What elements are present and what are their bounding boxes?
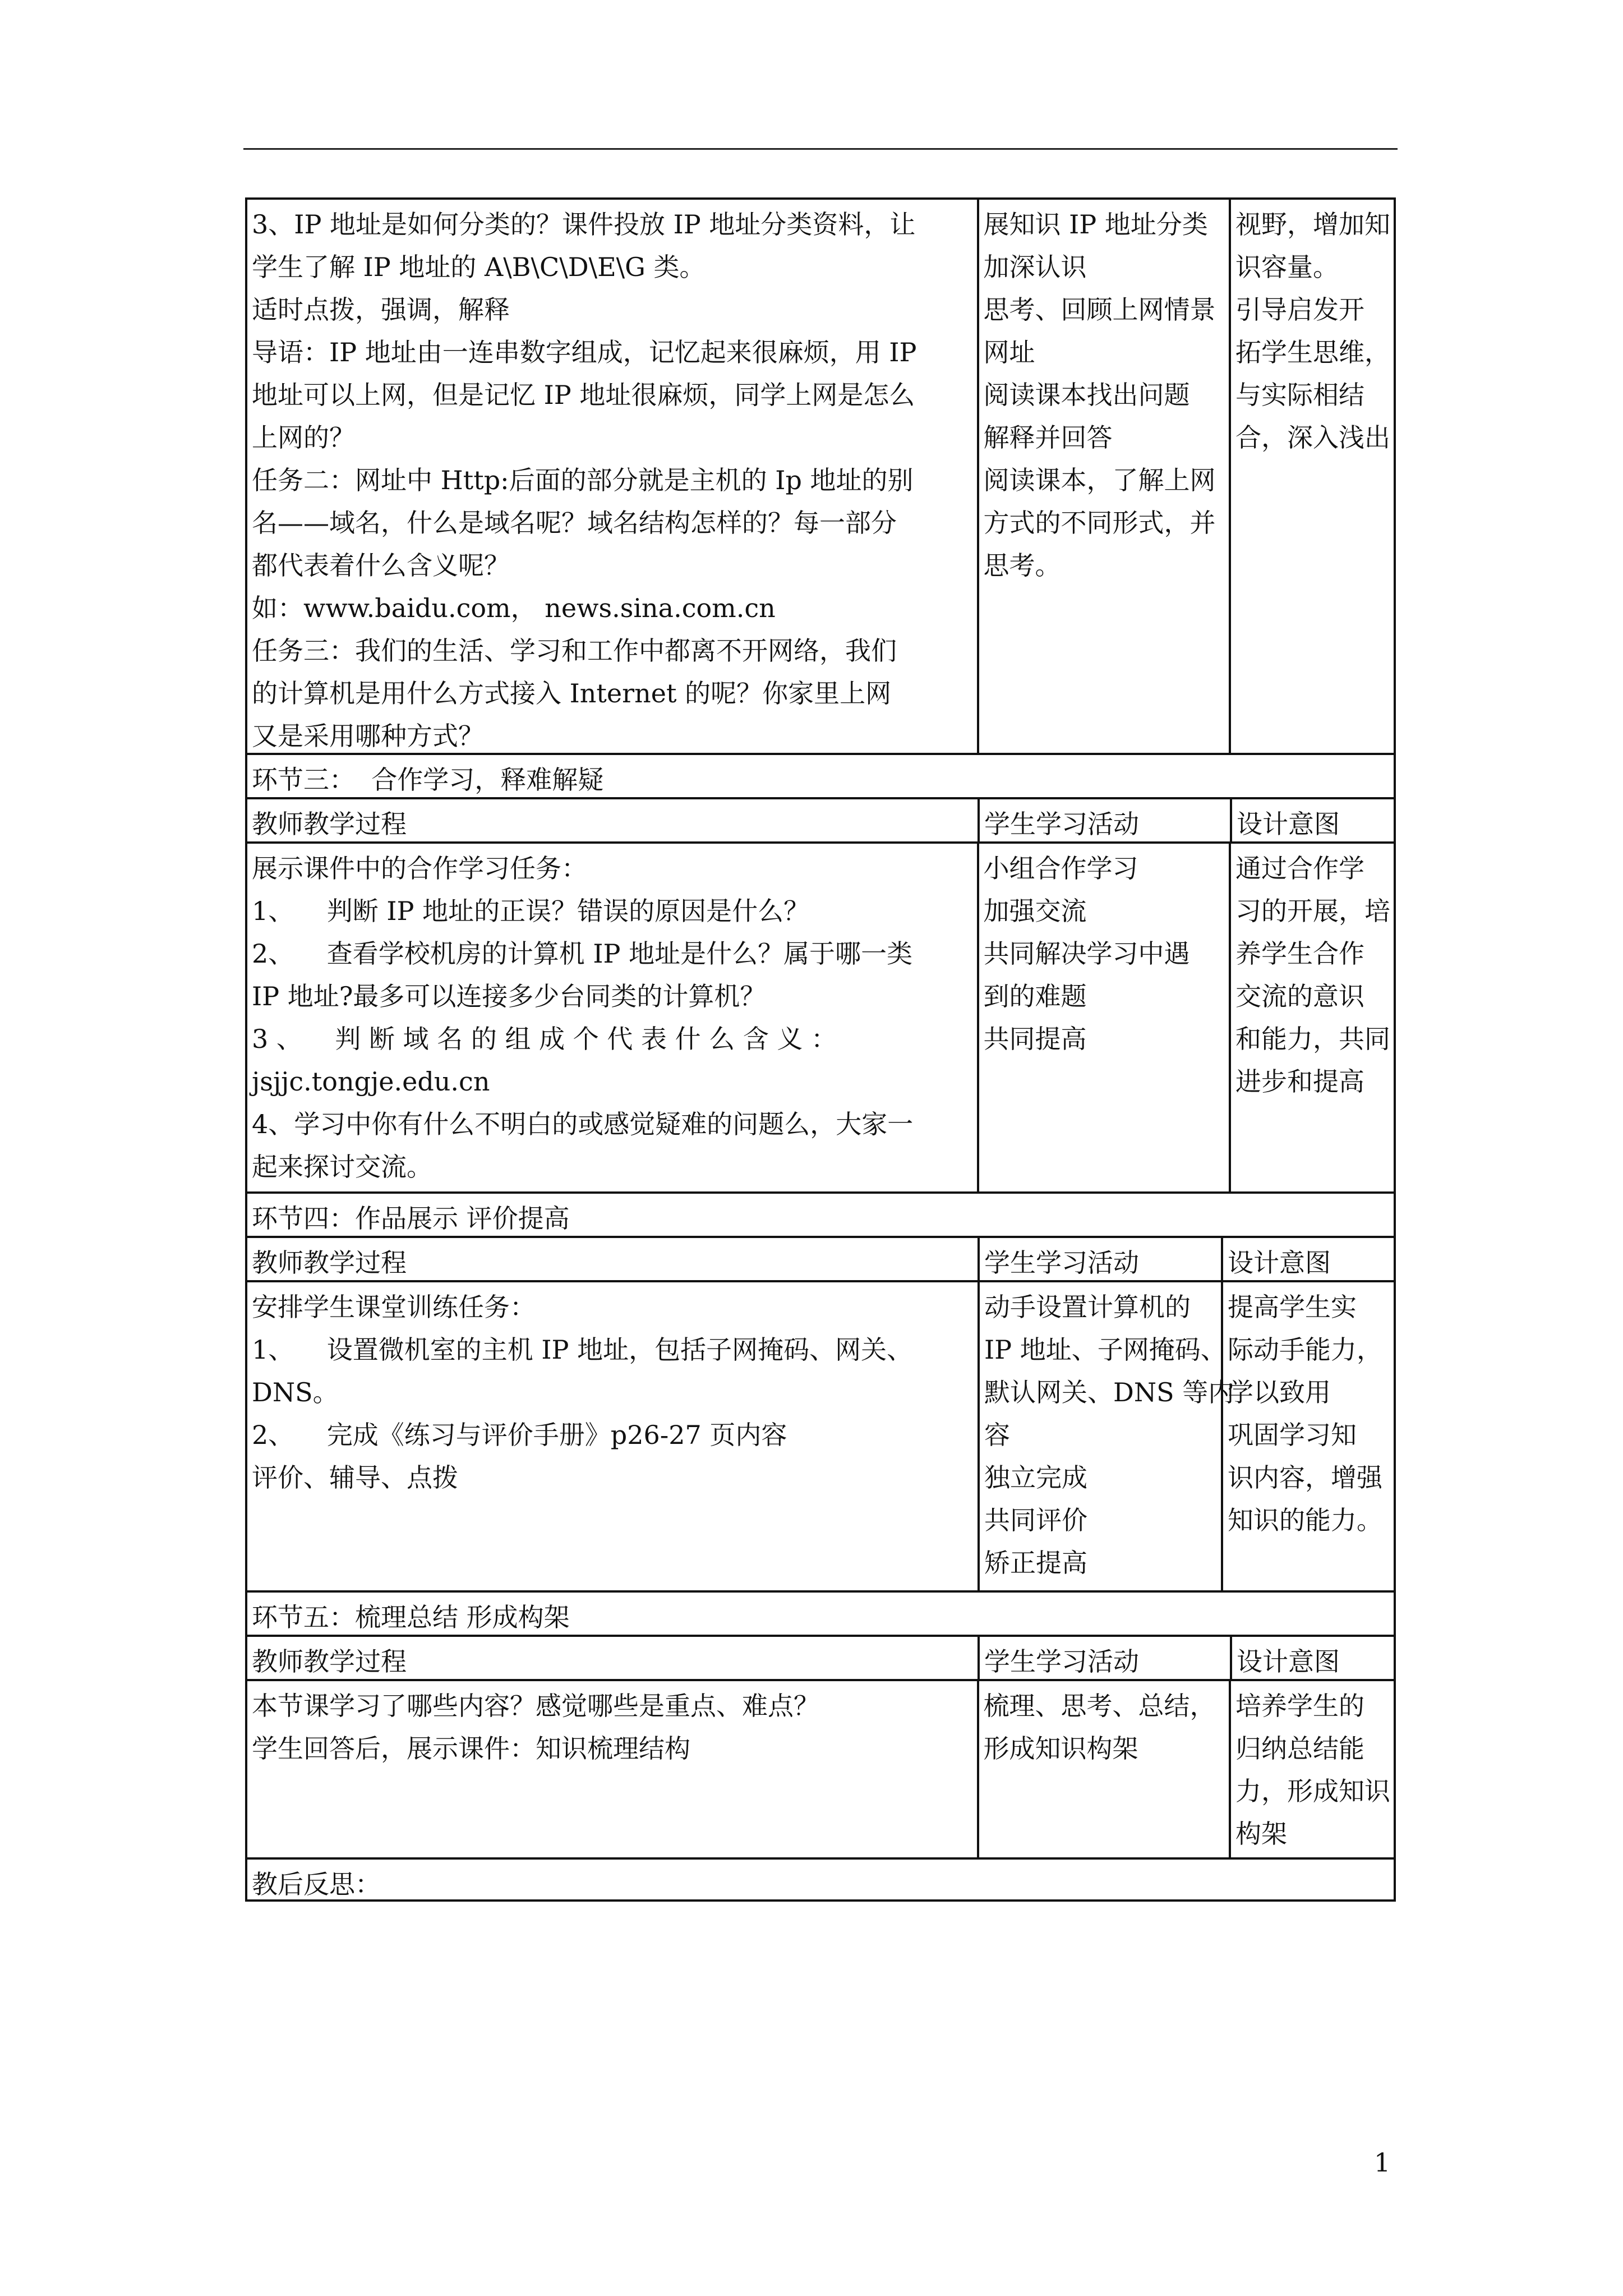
student-activity-cell [977, 200, 1229, 753]
text-line: 构架 [1235, 1819, 1287, 1849]
text-line: 展知识 IP 地址分类 [983, 209, 1208, 240]
reflection-row [245, 1857, 1396, 1902]
text-line: 又是采用哪种方式？ [252, 721, 484, 751]
text-line: 2、 查看学校机房的计算机 IP 地址是什么？属于哪一类 [252, 938, 913, 969]
text-line: 3 、 判 断 域 名 的 组 成 个 代 表 什 么 含 义 ： [252, 1024, 837, 1054]
text-line: 适时点拨，强调，解释 [252, 295, 510, 325]
text-line: 默认网关、DNS 等内 [984, 1377, 1234, 1407]
text-line: IP 地址?最多可以连接多少台同类的计算机？ [252, 981, 766, 1011]
text-line: 任务三：我们的生活、学习和工作中都离不开网络，我们 [252, 636, 897, 666]
text-line: 思考。 [983, 550, 1061, 581]
column-header-intent: 设计意图 [1230, 1637, 1394, 1679]
design-intent-cell [1221, 1282, 1394, 1590]
table-row [245, 1280, 1396, 1590]
teacher-process-cell [247, 200, 977, 753]
text-line: 识容量。 [1235, 252, 1339, 282]
text-line: 解释并回答 [983, 422, 1113, 453]
text-line: 共同解决学习中遇 [983, 938, 1190, 969]
text-line: 巩固学习知 [1228, 1420, 1357, 1450]
text-line: 归纳总结能 [1235, 1733, 1364, 1764]
text-line: 1、 设置微机室的主机 IP 地址，包括子网掩码、网关、 [252, 1335, 913, 1365]
text-line: 如：www.baidu.com， news.sina.com.cn [252, 593, 776, 623]
text-line: 本节课学习了哪些内容？感觉哪些是重点、难点？ [252, 1691, 819, 1721]
text-line: 名——域名，什么是域名呢？域名结构怎样的？每一部分 [252, 508, 897, 538]
table-row [245, 1679, 1396, 1857]
text-line: 拓学生思维， [1235, 337, 1390, 367]
column-header-row [245, 1635, 1396, 1679]
text-line: 培养学生的 [1235, 1691, 1364, 1721]
text-line: 梳理、思考、总结， [983, 1691, 1216, 1721]
teacher-process-cell [247, 844, 977, 1191]
text-line: 4、学习中你有什么不明白的或感觉疑难的问题么，大家一 [252, 1109, 914, 1139]
text-line: 通过合作学 [1235, 853, 1364, 884]
text-line: 学生回答后，展示课件：知识梳理结构 [252, 1733, 690, 1764]
text-line: 都代表着什么含义呢？ [252, 550, 510, 581]
text-line: 2、 完成《练习与评价手册》p26-27 页内容 [252, 1420, 787, 1450]
text-line: 学生了解 IP 地址的 A\B\C\D\E\G 类。 [252, 252, 706, 282]
column-header-student: 学生学习活动 [978, 1238, 1221, 1280]
text-line: 的计算机是用什么方式接入 Internet 的呢？你家里上网 [252, 678, 892, 708]
text-line: 导语：IP 地址由一连串数字组成，记忆起来很麻烦，用 IP [252, 337, 917, 367]
text-line: 与实际相结 [1235, 380, 1364, 410]
text-line: 交流的意识 [1235, 981, 1364, 1011]
text-line: DNS。 [252, 1377, 339, 1407]
text-line: 动手设置计算机的 [984, 1292, 1191, 1322]
section-heading-row [245, 1590, 1396, 1635]
column-header-intent: 设计意图 [1230, 799, 1394, 841]
text-line: 共同提高 [983, 1024, 1087, 1054]
text-line: 地址可以上网，但是记忆 IP 地址很麻烦，同学上网是怎么 [252, 380, 915, 410]
text-line: 习的开展，培 [1235, 896, 1390, 926]
text-line: IP 地址、子网掩码、 [984, 1335, 1227, 1365]
text-line: 形成知识构架 [983, 1733, 1138, 1764]
text-line: 视野，增加知 [1235, 209, 1390, 240]
text-line: 网址 [983, 337, 1035, 367]
text-line: 容 [984, 1420, 1010, 1450]
text-line: 矫正提高 [984, 1548, 1087, 1578]
text-line: 起来探讨交流。 [252, 1152, 432, 1182]
text-line: 3、IP 地址是如何分类的？课件投放 IP 地址分类资料，让 [252, 209, 916, 240]
text-line: 方式的不同形式，并 [983, 508, 1216, 538]
design-intent-cell [1229, 1681, 1394, 1857]
section-heading: 环节三： 合作学习，释难解疑 [252, 765, 604, 795]
section-heading-row [245, 1191, 1396, 1236]
design-intent-cell [1229, 844, 1394, 1191]
column-header-student: 学生学习活动 [978, 799, 1230, 841]
lesson-plan-table [245, 197, 1396, 1902]
table-row [245, 841, 1396, 1191]
text-line: 知识的能力。 [1228, 1505, 1382, 1535]
column-header-row [245, 1236, 1396, 1280]
text-line: 学以致用 [1228, 1377, 1331, 1407]
column-header-intent: 设计意图 [1221, 1238, 1394, 1280]
section-heading: 环节五：梳理总结 形成构架 [252, 1602, 570, 1632]
header-rule [243, 148, 1398, 150]
text-line: 加深认识 [983, 252, 1087, 282]
teacher-process-cell [247, 1681, 977, 1857]
student-activity-cell [977, 1681, 1229, 1857]
text-line: 阅读课本找出问题 [983, 380, 1190, 410]
text-line: 安排学生课堂训练任务： [252, 1292, 536, 1322]
reflection-label: 教后反思： [252, 1869, 381, 1899]
student-activity-cell [978, 1282, 1234, 1590]
text-line: 评价、辅导、点拨 [252, 1462, 458, 1493]
student-activity-cell [977, 844, 1229, 1191]
table-row [245, 197, 1396, 753]
text-line: 阅读课本，了解上网 [983, 465, 1216, 495]
text-line: 力，形成知识 [1235, 1776, 1390, 1806]
text-line: 共同评价 [984, 1505, 1087, 1535]
text-line: 小组合作学习 [983, 853, 1138, 884]
text-line: 提高学生实 [1228, 1292, 1357, 1322]
page-number: 1 [1374, 2147, 1391, 2178]
text-line: 加强交流 [983, 896, 1087, 926]
column-header-teacher: 教师教学过程 [252, 809, 407, 839]
text-line: 合，深入浅出 [1235, 422, 1390, 453]
text-line: 展示课件中的合作学习任务： [252, 853, 587, 884]
design-intent-cell [1229, 200, 1394, 753]
text-line: 引导启发开 [1235, 295, 1364, 325]
section-heading: 环节四：作品展示 评价提高 [252, 1203, 570, 1234]
text-line: 际动手能力， [1228, 1335, 1382, 1365]
column-header-student: 学生学习活动 [978, 1637, 1230, 1679]
text-line: 独立完成 [984, 1462, 1087, 1493]
text-line: 上网的？ [252, 422, 355, 453]
text-line: 到的难题 [983, 981, 1087, 1011]
text-line: 1、 判断 IP 地址的正误？错误的原因是什么？ [252, 896, 810, 926]
teacher-process-cell [247, 1282, 978, 1590]
column-header-teacher: 教师教学过程 [252, 1646, 407, 1677]
text-line: 和能力，共同 [1235, 1024, 1390, 1054]
section-heading-row [245, 753, 1396, 797]
column-header-teacher: 教师教学过程 [252, 1248, 407, 1278]
text-line: jsjjc.tongje.edu.cn [252, 1066, 490, 1097]
text-line: 进步和提高 [1235, 1066, 1364, 1097]
text-line: 识内容，增强 [1228, 1462, 1382, 1493]
column-header-row [245, 797, 1396, 841]
text-line: 思考、回顾上网情景 [983, 295, 1216, 325]
text-line: 养学生合作 [1235, 938, 1364, 969]
text-line: 任务二：网址中 Http:后面的部分就是主机的 Ip 地址的别 [252, 465, 914, 495]
